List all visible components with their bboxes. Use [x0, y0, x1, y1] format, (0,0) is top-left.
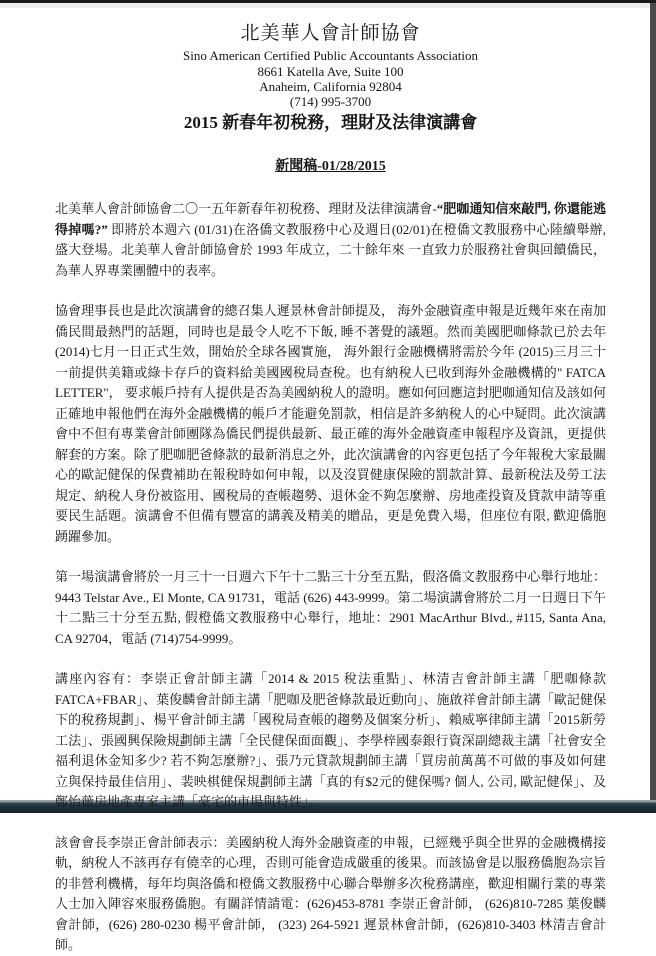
document-page [0, 8, 650, 952]
paragraph-topics: 講座內容有：李崇正會計師主講「2014 & 2015 稅法重點」、林清吉會計師主講「肥咖條款FATCA+FBAR」、葉俊麟會計師主講「肥咖及肥爸條款最近動向」、施啟祥會計師主講「歐記健保下的稅務規劃」、楊平會計師主講「國稅局查帳的趨勢及個案分析」、賴威寧律師主講「2015新勞工法」、張國興保險規劃師主講「全民健保面面觀」、李學梓國泰銀行資深副總裁主講「社會安全福利退休金知多少? 若不夠怎麼辦?」、張乃元貸款規劃師主講「買房前萬萬不可做的事及如何建立與保持最佳信用」、裴映棋健保規劃師主講「真的有$2元的健保嗎? 個人, 公司, 歐記健保」、及鄭怡薇房地產專家主講「豪宅的市場與特性」。 [55, 671, 606, 809]
press-release-date: 新聞稿-01/28/2015 [275, 159, 386, 174]
window-right-edge [650, 3, 656, 800]
event-title: 2015 新春年初稅務，理財及法律演講會 [183, 113, 478, 132]
paragraph-venues: 第一場演講會將於一月三十一日週六下午十二點三十分至五點，假洛僑文教服務中心舉行地址：9443 Telstar Ave., El Monte, CA 91731，電話 (626) 443-9999。第二場演講會將於二月一日週日下午十二點三十分至五點, 假橙僑文教服務中心舉行，地址：2901 MacArthur Blvd., #115, Santa Ana, CA 92704，電話 (714)754-9999。 [55, 569, 606, 646]
paragraph-intro-bold-tagline: “肥咖通知信來敲門, 你還能逃得掉嗎?” [55, 201, 606, 237]
document-header [55, 22, 606, 175]
paragraph-intro [55, 199, 606, 281]
paragraph-closing: 該會會長李崇正會計師表示：美國納稅人海外金融資產的申報，已經幾乎與全世界的金融機構接軌，納稅人不該再存有僥幸的心理，否則可能會造成嚴重的後果。而該協會是以服務僑胞為宗旨的非營利機構，每年均與洛僑和橙僑文教服務中心聯合舉辦多次稅務講座，歡迎相關行業的專業人士加入陣容來服務僑胞。有關詳情請電：(626)453-8781 李崇正會計師， (626)810-7285 葉俊麟會計師，(626) 280-0230 楊平會計師， (323) 264-5921 遲景林會計師，(626)810-3403 林清吉會計師。 [55, 834, 606, 952]
org-name-english: Sino American Certified Public Accountants Association [183, 48, 478, 63]
header-phone: (714) 995-3700 [289, 94, 372, 109]
paragraph-intro-post: 即將於本週六 (01/31)在洛僑文教服務中心及週日(02/01)在橙僑文教服務中心陸續舉辦, 盛大登場。北美華人會計師協會於 1993 年成立，二十餘年來 一直致力於服務社會與回饋僑民，為華人界專業團體中的表率。 [55, 221, 606, 278]
paragraph-details: 協會理事長也是此次演講會的總召集人遲景林會計師提及， 海外金融資產申報是近幾年來在南加僑民間最熱門的話題，同時也是最令人吃不下飯, 睡不著覺的議題。然而美國肥咖條款已於去年(2014)七月一日正式生效，開始於全球各國實施， 海外銀行金融機構將需於今年 (2015)三月三十一前提供美籍或綠卡存戶的資料給美國國稅局查稅。也有納稅人已收到海外金融機構的" FATCA LETTER"， 要求帳戶持有人提供是否為美國納稅人的證明。應如何回應這封肥咖通知信及該如何正確地申報他們在海外金融機構的帳戶才能避免罰款，相信是許多納稅人的心中疑問。此次演講會中不但有專業會計師團隊為僑民們提供最新、最正確的海外金融資產申報程序及資訊，更提供解套的方案。除了肥咖肥爸條款的最新消息之外，此次演講會的內容更包括了今年報稅大家最關心的歐記健保的保費補助在報稅時如何申報，以及沒買健康保險的罰款計算、最新稅法及勞工法規定、納稅人身份被盜用、國稅局的查帳趨勢、退休金不夠怎麼辦、房地產投資及貸款申請等重要民生話題。演講會不但備有豐富的講義及精美的贈品，更是免費入場，但座位有限, 歡迎僑胞踴躍參加。 [55, 303, 606, 544]
document-body [55, 199, 606, 956]
address-line-2: Anaheim, California 92804 [259, 79, 402, 94]
paragraph-intro-pre: 北美華人會計師協會二〇一五年新春年初稅務、理財及法律演講會- [55, 201, 437, 216]
org-name-chinese: 北美華人會計師協會 [240, 23, 421, 44]
address-line-1: 8661 Katella Ave, Suite 100 [257, 64, 404, 79]
